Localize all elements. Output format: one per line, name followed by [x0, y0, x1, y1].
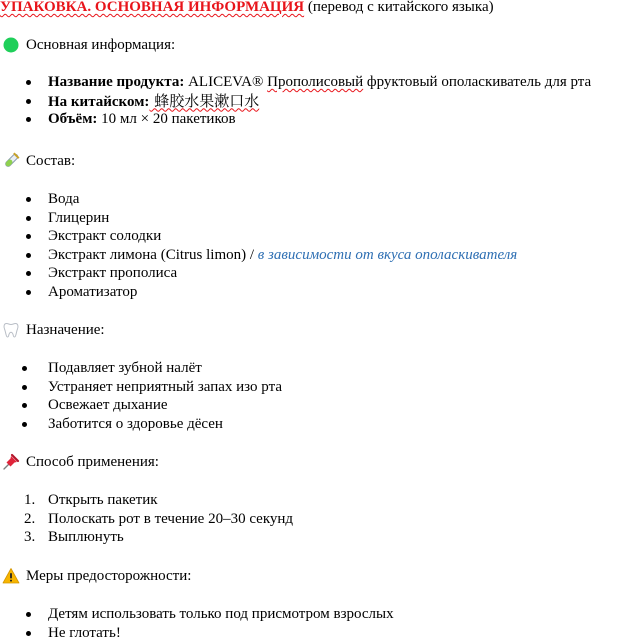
- step-number: 1.: [24, 491, 35, 509]
- list-item: [0, 378, 282, 397]
- product-name-label: Название продукта:: [48, 74, 184, 90]
- purpose-gums: Заботится о здоровье дёсен: [48, 416, 223, 432]
- list-item: [0, 624, 394, 642]
- warning-children: Детям использовать только под присмотром взрослых: [48, 606, 394, 622]
- tooth-icon: [2, 321, 20, 339]
- list-item: [0, 528, 293, 547]
- list-item: [0, 359, 282, 378]
- lemon-flavor-note: в зависимости от вкуса ополаскивателя: [258, 247, 517, 263]
- list-item: [0, 396, 282, 415]
- ingredient-licorice: Экстракт солодки: [48, 228, 161, 244]
- list-item: [0, 491, 293, 510]
- section-purpose-heading: [2, 321, 105, 339]
- product-name-text-wavy: Прополисовый: [267, 74, 363, 90]
- title-translation-note: (перевод с китайского языка): [304, 0, 494, 15]
- warning-no-swallow: Не глотать!: [48, 625, 121, 641]
- step-spit: Выплюнуть: [48, 529, 124, 545]
- ingredient-glycerin: Глицерин: [48, 210, 109, 226]
- ingredient-flavor: Ароматизатор: [48, 284, 137, 300]
- step-number: 2.: [24, 510, 35, 528]
- list-item: [0, 283, 517, 302]
- bullet: [26, 290, 31, 295]
- bullet: [26, 631, 31, 636]
- bullet: [22, 422, 27, 427]
- bullet: [26, 216, 31, 221]
- purpose-breath: Освежает дыхание: [48, 397, 168, 413]
- bullet: [22, 403, 27, 408]
- section-purpose-title: Назначение:: [26, 321, 105, 339]
- bullet: [26, 612, 31, 617]
- list-item: [0, 190, 517, 209]
- test-tube-icon: [2, 152, 20, 170]
- section-usage-heading: [2, 453, 159, 471]
- purpose-list: [0, 359, 282, 433]
- product-name-text-a: ALICEVA®: [184, 74, 267, 90]
- composition-list: [0, 190, 517, 301]
- list-item: [0, 605, 394, 624]
- list-item: [0, 209, 517, 228]
- step-number: 3.: [24, 528, 35, 546]
- section-composition-title: Состав:: [26, 152, 75, 170]
- bullet: [22, 385, 27, 390]
- section-basic-heading: [2, 36, 175, 54]
- purpose-odor: Устраняет неприятный запах изо рта: [48, 379, 282, 395]
- ingredient-lemon: Экстракт лимона (Citrus limon) /: [48, 247, 258, 263]
- pushpin-icon: [2, 453, 20, 471]
- section-composition-heading: [2, 152, 75, 170]
- product-name-text-b: фруктовый ополаскиватель для рта: [363, 74, 591, 90]
- volume-label: Объём:: [48, 111, 97, 127]
- bullet: [22, 366, 27, 371]
- list-item: [0, 264, 517, 283]
- list-item: [0, 227, 517, 246]
- title-red-text: УПАКОВКА. ОСНОВНАЯ ИНФОРМАЦИЯ: [0, 0, 304, 15]
- section-warnings-title: Меры предосторожности:: [26, 567, 191, 585]
- bullet: [26, 197, 31, 202]
- purpose-plaque: Подавляет зубной налёт: [48, 360, 202, 376]
- chinese-name-text: 蜂胶水果漱口水: [149, 92, 259, 110]
- ingredient-water: Вода: [48, 191, 79, 207]
- list-item: [0, 246, 517, 265]
- bullet: [26, 271, 31, 276]
- section-usage-title: Способ применения:: [26, 453, 159, 471]
- bullet: [26, 253, 31, 258]
- bullet: [26, 80, 31, 85]
- warnings-list: [0, 605, 394, 642]
- warning-icon: [2, 567, 20, 585]
- list-item: [0, 510, 293, 529]
- bullet: [26, 99, 31, 104]
- section-basic-title: Основная информация:: [26, 36, 175, 54]
- usage-list: [0, 491, 293, 547]
- list-item: [0, 415, 282, 434]
- list-item-chinese-name: [0, 92, 591, 111]
- volume-text: 10 мл × 20 пакетиков: [97, 111, 235, 127]
- list-item-volume: [0, 110, 591, 129]
- chinese-name-label: На китайском:: [48, 94, 149, 110]
- step-open: Открыть пакетик: [48, 492, 158, 508]
- list-item-product-name: [0, 73, 591, 92]
- ingredient-propolis: Экстракт прополиса: [48, 265, 177, 281]
- bullet: [26, 234, 31, 239]
- basic-info-list: [0, 73, 591, 129]
- green-circle-icon: [2, 36, 20, 54]
- bullet: [26, 117, 31, 122]
- step-rinse: Полоскать рот в течение 20–30 секунд: [48, 511, 293, 527]
- page-title: [0, 0, 494, 16]
- section-warnings-heading: [2, 567, 191, 585]
